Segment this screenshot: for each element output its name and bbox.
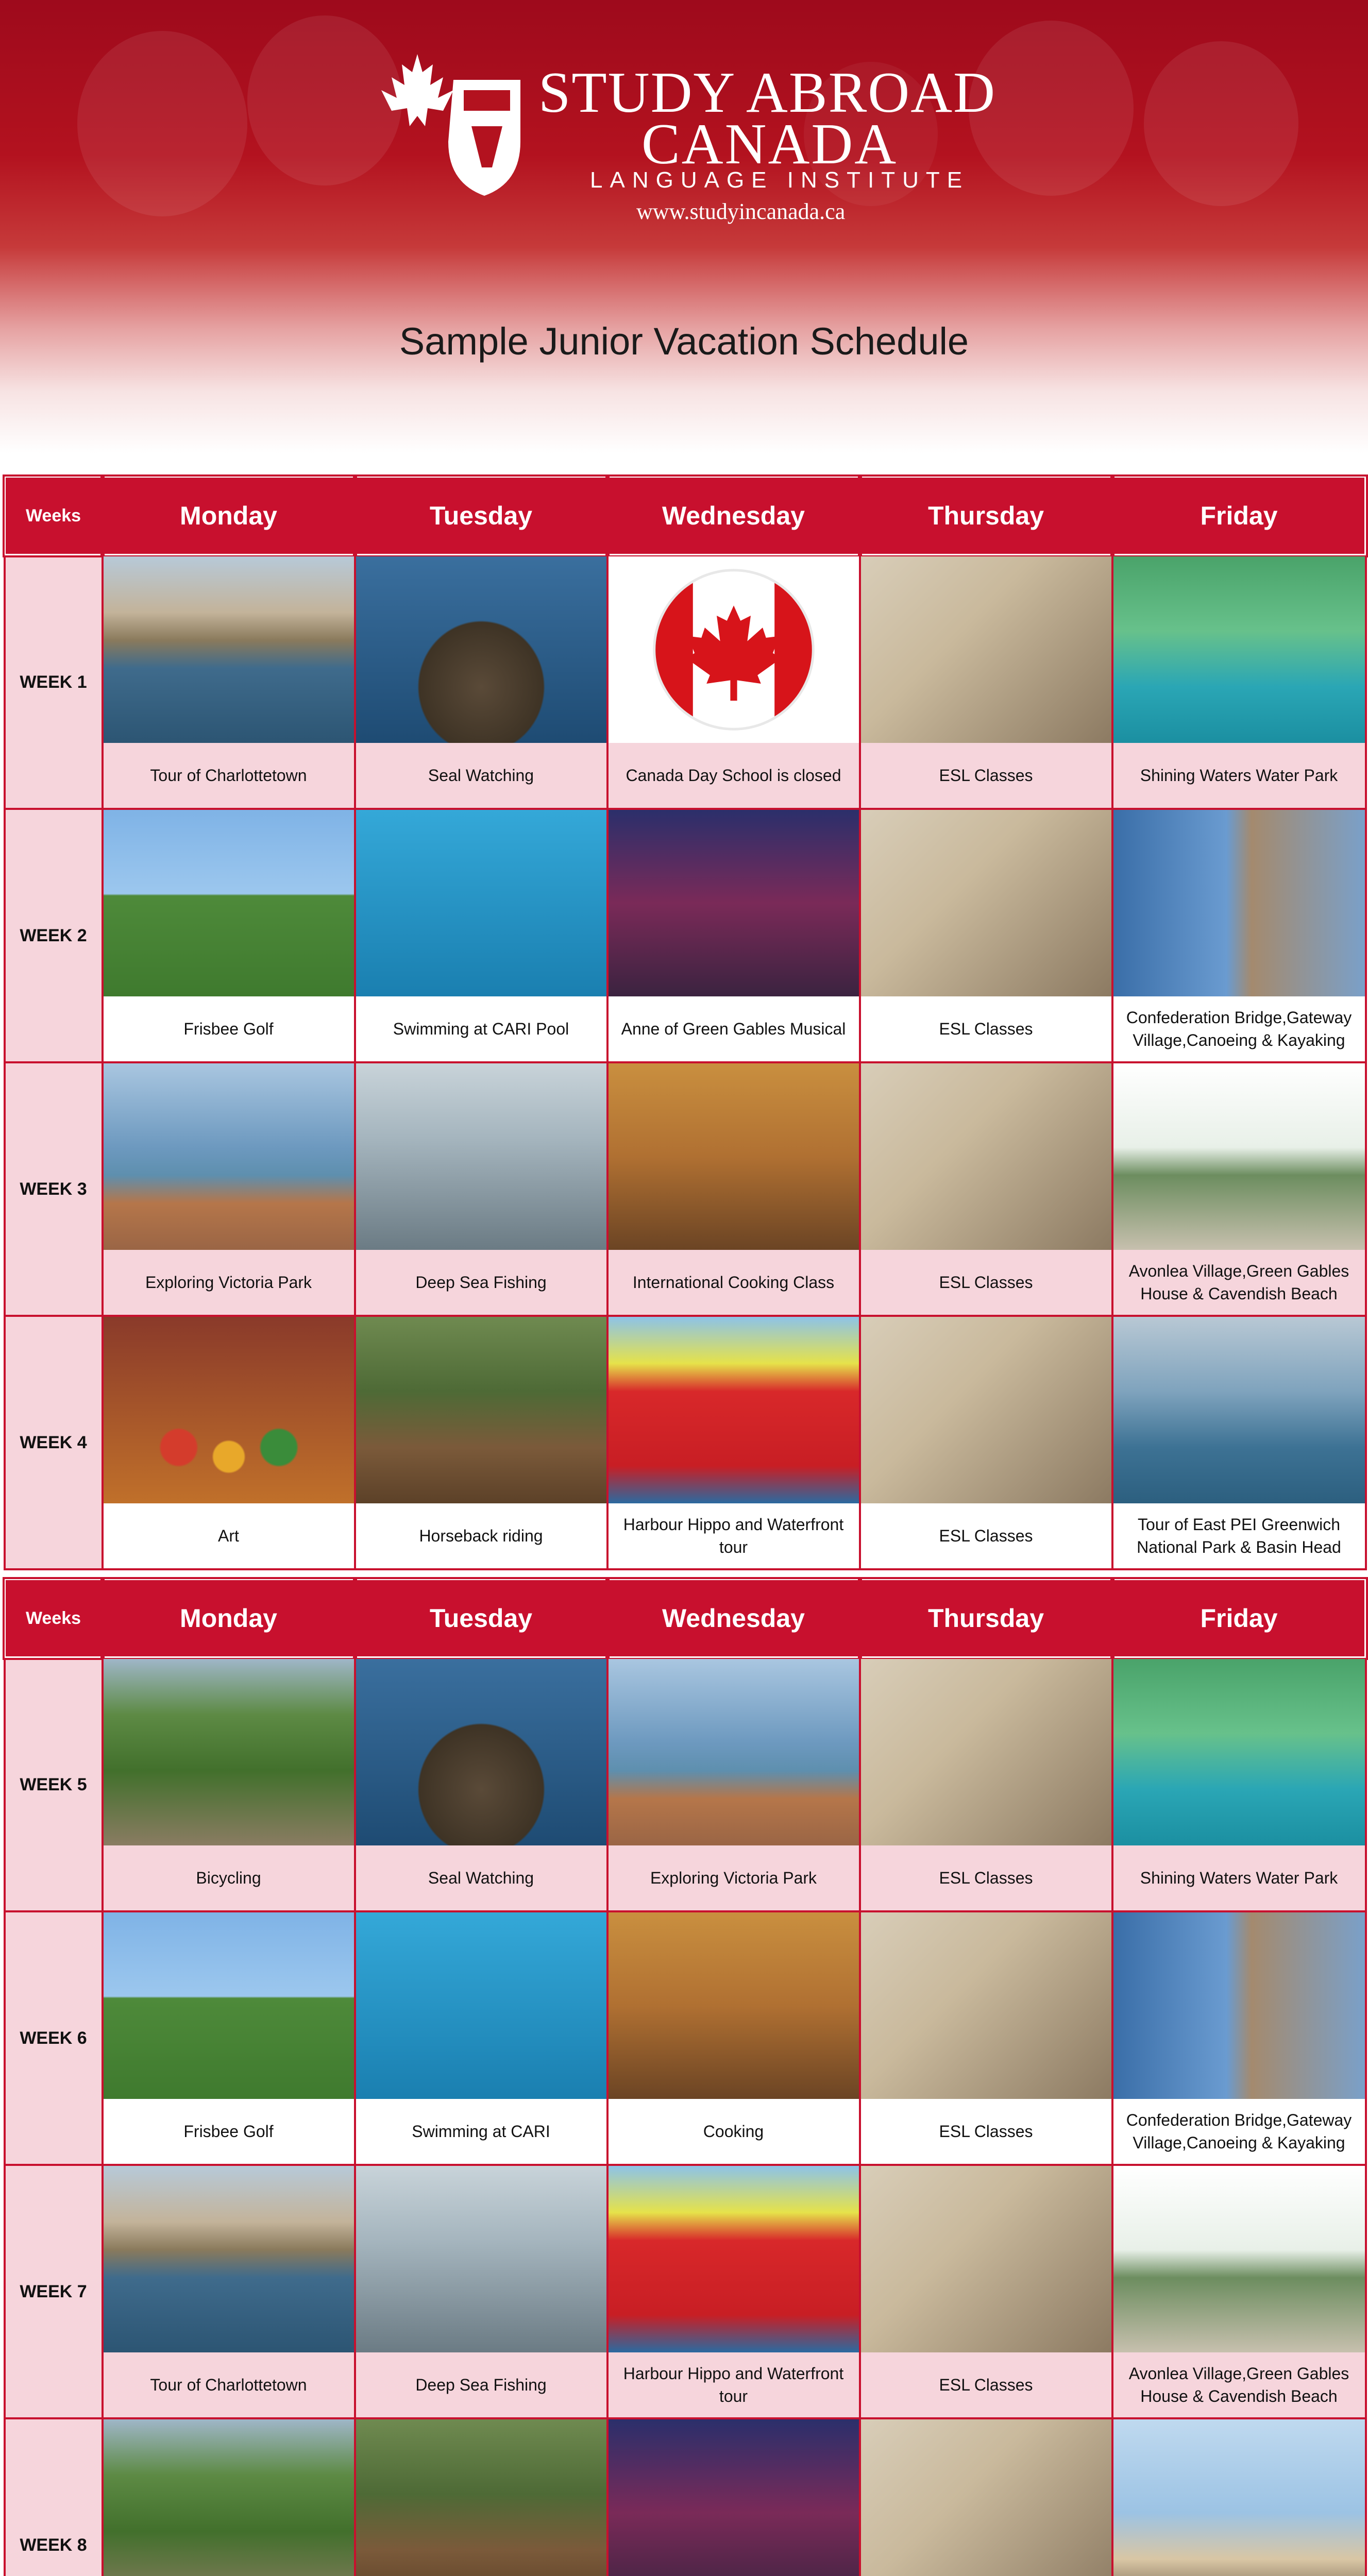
week-label: WEEK 5 bbox=[5, 1658, 103, 1912]
pier-photo bbox=[1113, 1317, 1365, 1503]
week-label: WEEK 3 bbox=[5, 1062, 103, 1316]
harbour-photo bbox=[104, 556, 354, 743]
week-label: WEEK 6 bbox=[5, 1911, 103, 2165]
activity-cell bbox=[607, 2165, 860, 2418]
activity-caption: Tour of East PEI Greenwich National Park & Basin Head bbox=[1113, 1503, 1365, 1568]
park-photo bbox=[609, 1659, 859, 1845]
activity-caption: Exploring Victoria Park bbox=[104, 1250, 354, 1315]
activity-caption: Confederation Bridge,Gateway Village,Canoeing & Kayaking bbox=[1113, 996, 1365, 1061]
activity-cell bbox=[355, 1658, 607, 1912]
activity-caption: Horseback riding bbox=[356, 1503, 606, 1568]
activity-caption: Deep Sea Fishing bbox=[356, 1250, 606, 1315]
activity-caption: Confederation Bridge,Gateway Village,Canoeing & Kayaking bbox=[1113, 2099, 1365, 2164]
week-label: WEEK 8 bbox=[5, 2418, 103, 2576]
day-column-header: Wednesday bbox=[607, 477, 860, 555]
schedule-table-weeks-5-8 bbox=[3, 1578, 1367, 2576]
avonlea-photo bbox=[1113, 1063, 1365, 1250]
activity-caption: Deep Sea Fishing bbox=[356, 2352, 606, 2417]
day-column-header: Tuesday bbox=[355, 477, 607, 555]
hippo-bus-photo bbox=[609, 1317, 859, 1503]
art-photo bbox=[104, 1317, 354, 1503]
classroom-photo bbox=[861, 1912, 1111, 2099]
activity-cell bbox=[1112, 1911, 1366, 2165]
activity-cell bbox=[1112, 2165, 1366, 2418]
day-column-header: Wednesday bbox=[607, 1579, 860, 1658]
swimming-photo bbox=[356, 1912, 606, 2099]
day-column-header: Monday bbox=[103, 477, 355, 555]
activity-cell bbox=[1112, 2418, 1366, 2576]
website-link[interactable]: www.studyincanada.ca bbox=[636, 199, 846, 224]
seal-photo bbox=[356, 556, 606, 743]
seal-photo bbox=[356, 1659, 606, 1845]
bridge-photo bbox=[1113, 810, 1365, 996]
cooking-photo bbox=[609, 1063, 859, 1250]
activity-caption: Avonlea Village,Green Gables House & Cavendish Beach bbox=[1113, 1250, 1365, 1315]
activity-caption: Harbour Hippo and Waterfront tour bbox=[609, 1503, 859, 1568]
activity-caption: Bicycling bbox=[104, 1845, 354, 1910]
hippo-bus-photo bbox=[609, 2166, 859, 2352]
fishing-photo bbox=[356, 2166, 606, 2352]
activity-caption: ESL Classes bbox=[861, 1250, 1111, 1315]
activity-cell bbox=[1112, 1658, 1366, 1912]
activity-caption: Harbour Hippo and Waterfront tour bbox=[609, 2352, 859, 2417]
header-banner bbox=[0, 0, 1368, 464]
activity-cell bbox=[607, 1658, 860, 1912]
activity-caption: Swimming at CARI Pool bbox=[356, 996, 606, 1061]
day-column-header: Thursday bbox=[860, 1579, 1112, 1658]
activity-caption: ESL Classes bbox=[861, 2352, 1111, 2417]
activity-caption: ESL Classes bbox=[861, 743, 1111, 808]
activity-cell bbox=[103, 1316, 355, 1569]
week-row bbox=[5, 2165, 1366, 2418]
canada-flag-icon bbox=[609, 556, 859, 743]
activity-cell bbox=[1112, 1062, 1366, 1316]
activity-cell bbox=[860, 1658, 1112, 1912]
activity-cell bbox=[860, 555, 1112, 809]
frisbee-golf-photo bbox=[104, 1912, 354, 2099]
activity-caption: Tour of Charlottetown bbox=[104, 743, 354, 808]
brand-line-1: STUDY ABROAD bbox=[538, 61, 996, 125]
weeks-column-header: Weeks bbox=[5, 1579, 103, 1658]
weeks-column-header: Weeks bbox=[5, 477, 103, 555]
brand-line-2: CANADA bbox=[641, 112, 898, 176]
classroom-photo bbox=[861, 1659, 1111, 1845]
student-photo bbox=[1144, 41, 1298, 206]
activity-cell bbox=[1112, 555, 1366, 809]
classroom-photo bbox=[861, 2166, 1111, 2352]
activity-cell bbox=[607, 555, 860, 809]
activity-cell bbox=[103, 2418, 355, 2576]
activity-caption: ESL Classes bbox=[861, 996, 1111, 1061]
activity-cell bbox=[607, 1062, 860, 1316]
activity-caption: ESL Classes bbox=[861, 1845, 1111, 1910]
activity-cell bbox=[860, 1911, 1112, 2165]
activity-caption: International Cooking Class bbox=[609, 1250, 859, 1315]
activity-cell bbox=[860, 2418, 1112, 2576]
activity-cell bbox=[607, 1316, 860, 1569]
swimming-photo bbox=[356, 810, 606, 996]
activity-cell bbox=[355, 1062, 607, 1316]
classroom-photo bbox=[861, 810, 1111, 996]
water-park-photo bbox=[1113, 556, 1365, 743]
frisbee-golf-photo bbox=[104, 810, 354, 996]
water-park-photo bbox=[1113, 1659, 1365, 1845]
activity-cell bbox=[103, 1911, 355, 2165]
activity-caption: Shining Waters Water Park bbox=[1113, 743, 1365, 808]
activity-caption: Cooking bbox=[609, 2099, 859, 2164]
activity-cell bbox=[355, 1316, 607, 1569]
activity-cell bbox=[103, 2165, 355, 2418]
bicycle-photo bbox=[104, 1659, 354, 1845]
fair-photo bbox=[1113, 2419, 1365, 2576]
activity-cell bbox=[103, 1658, 355, 1912]
activity-cell bbox=[355, 2418, 607, 2576]
activity-caption: Frisbee Golf bbox=[104, 2099, 354, 2164]
activity-caption: Tour of Charlottetown bbox=[104, 2352, 354, 2417]
musical-photo bbox=[609, 810, 859, 996]
activity-cell bbox=[1112, 1316, 1366, 1569]
harbour-photo bbox=[104, 2166, 354, 2352]
week-row bbox=[5, 1316, 1366, 1569]
fishing-photo bbox=[356, 1063, 606, 1250]
activity-caption: Art bbox=[104, 1503, 354, 1568]
day-column-header: Thursday bbox=[860, 477, 1112, 555]
header-row bbox=[5, 477, 1366, 555]
day-column-header: Friday bbox=[1112, 477, 1366, 555]
activity-caption: Shining Waters Water Park bbox=[1113, 1845, 1365, 1910]
avonlea-photo bbox=[1113, 2166, 1365, 2352]
activity-caption: ESL Classes bbox=[861, 1503, 1111, 1568]
student-photo bbox=[77, 31, 247, 216]
activity-cell bbox=[103, 1062, 355, 1316]
day-column-header: Friday bbox=[1112, 1579, 1366, 1658]
classroom-photo bbox=[861, 1317, 1111, 1503]
week-row bbox=[5, 809, 1366, 1062]
week-row bbox=[5, 1911, 1366, 2165]
activity-cell bbox=[355, 1911, 607, 2165]
activity-cell bbox=[860, 1316, 1112, 1569]
activity-cell bbox=[607, 1911, 860, 2165]
week-row bbox=[5, 1062, 1366, 1316]
activity-caption: Canada Day School is closed bbox=[609, 743, 859, 808]
activity-caption: Exploring Victoria Park bbox=[609, 1845, 859, 1910]
activity-cell bbox=[103, 809, 355, 1062]
activity-cell bbox=[103, 555, 355, 809]
classroom-photo bbox=[861, 556, 1111, 743]
activity-caption: Seal Watching bbox=[356, 743, 606, 808]
activity-cell bbox=[607, 809, 860, 1062]
activity-cell bbox=[607, 2418, 860, 2576]
day-column-header: Tuesday bbox=[355, 1579, 607, 1658]
brand-line-3: LANGUAGE INSTITUTE bbox=[590, 167, 970, 193]
week-label: WEEK 2 bbox=[5, 809, 103, 1062]
cooking-photo bbox=[609, 1912, 859, 2099]
activity-caption: Avonlea Village,Green Gables House & Cavendish Beach bbox=[1113, 2352, 1365, 2417]
activity-cell bbox=[355, 555, 607, 809]
musical-photo bbox=[609, 2419, 859, 2576]
horse-photo bbox=[356, 2419, 606, 2576]
bicycle-photo bbox=[104, 2419, 354, 2576]
header-row bbox=[5, 1579, 1366, 1658]
activity-caption: ESL Classes bbox=[861, 2099, 1111, 2164]
classroom-photo bbox=[861, 1063, 1111, 1250]
bridge-photo bbox=[1113, 1912, 1365, 2099]
week-row bbox=[5, 1658, 1366, 1912]
week-row bbox=[5, 2418, 1366, 2576]
week-row bbox=[5, 555, 1366, 809]
activity-cell bbox=[860, 809, 1112, 1062]
activity-cell bbox=[860, 1062, 1112, 1316]
horse-photo bbox=[356, 1317, 606, 1503]
activity-caption: Swimming at CARI bbox=[356, 2099, 606, 2164]
day-column-header: Monday bbox=[103, 1579, 355, 1658]
park-photo bbox=[104, 1063, 354, 1250]
week-label: WEEK 7 bbox=[5, 2165, 103, 2418]
activity-caption: Seal Watching bbox=[356, 1845, 606, 1910]
activity-cell bbox=[860, 2165, 1112, 2418]
activity-cell bbox=[355, 809, 607, 1062]
week-label: WEEK 1 bbox=[5, 555, 103, 809]
activity-cell bbox=[355, 2165, 607, 2418]
activity-caption: Frisbee Golf bbox=[104, 996, 354, 1061]
classroom-photo bbox=[861, 2419, 1111, 2576]
week-label: WEEK 4 bbox=[5, 1316, 103, 1569]
schedule-table-weeks-1-4 bbox=[3, 475, 1367, 1570]
student-photo bbox=[247, 15, 402, 185]
activity-caption: Anne of Green Gables Musical bbox=[609, 996, 859, 1061]
activity-cell bbox=[1112, 809, 1366, 1062]
maple-leaf-logo-icon bbox=[381, 49, 526, 198]
page-title: Sample Junior Vacation Schedule bbox=[399, 320, 969, 363]
